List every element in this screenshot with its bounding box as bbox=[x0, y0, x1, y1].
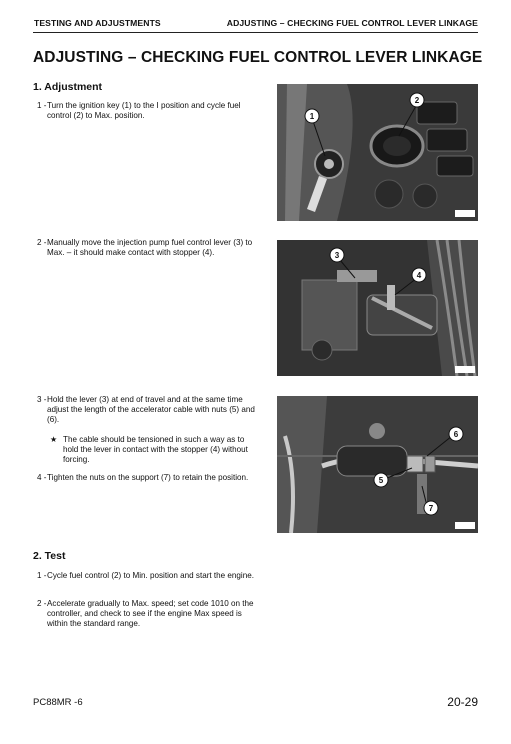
svg-text:4: 4 bbox=[416, 271, 422, 280]
callout-7 bbox=[424, 501, 438, 515]
header-rule bbox=[33, 32, 478, 33]
star-icon: ★ bbox=[50, 435, 58, 444]
note-text: The cable should be tensioned in such a way as to hold the lever in contact with the stopper (4) without forcing. bbox=[63, 435, 248, 465]
callout-6 bbox=[449, 427, 463, 441]
step-number: 2 - bbox=[37, 238, 47, 247]
caution-note bbox=[48, 435, 260, 466]
adjustment-step-2 bbox=[33, 238, 259, 258]
footer-model: PC88MR -6 bbox=[33, 697, 83, 708]
step-text: Turn the ignition key (1) to the I position and cycle fuel control (2) to Max. position. bbox=[47, 101, 241, 121]
page-title: ADJUSTING – CHECKING FUEL CONTROL LEVER LINKAGE bbox=[33, 49, 483, 66]
callout-2 bbox=[410, 93, 424, 107]
step-text: Hold the lever (3) at end of travel and at the same time adjust the length of the accelerator cable with nuts (5) and (6). bbox=[47, 395, 255, 425]
step-number: 2 - bbox=[37, 599, 47, 608]
callout-3 bbox=[330, 248, 344, 262]
adjustment-step-4 bbox=[33, 473, 259, 483]
test-step-1 bbox=[33, 571, 259, 581]
svg-text:5: 5 bbox=[378, 476, 384, 485]
step-number: 1 - bbox=[37, 571, 47, 580]
section-heading-adjustment: 1. Adjustment bbox=[33, 81, 103, 93]
step-number: 3 - bbox=[37, 395, 47, 404]
adjustment-step-1 bbox=[33, 101, 259, 121]
step-text: Manually move the injection pump fuel control lever (3) to Max. – it should make contact with stopper (4). bbox=[47, 238, 253, 258]
svg-text:6: 6 bbox=[453, 430, 459, 439]
callout-5 bbox=[374, 473, 388, 487]
photo-ignition-and-fuel-control bbox=[277, 84, 478, 221]
photo-accelerator-cable-nuts bbox=[277, 396, 478, 533]
callout-4 bbox=[412, 268, 426, 282]
step-number: 4 - bbox=[37, 473, 47, 482]
svg-text:3: 3 bbox=[334, 251, 340, 260]
running-header-left: TESTING AND ADJUSTMENTS bbox=[34, 18, 161, 28]
test-step-2 bbox=[33, 599, 259, 630]
step-number: 1 - bbox=[37, 101, 47, 110]
step-text: Cycle fuel control (2) to Min. position and start the engine. bbox=[47, 571, 254, 580]
photo-fuel-lever-and-stopper bbox=[277, 240, 478, 376]
section-heading-test: 2. Test bbox=[33, 550, 66, 562]
adjustment-step-3 bbox=[33, 395, 259, 426]
step-text: Accelerate gradually to Max. speed; set code 1010 on the controller, and check to see if the engine Max speed is within the standard range. bbox=[47, 599, 254, 629]
running-header-right: ADJUSTING – CHECKING FUEL CONTROL LEVER LINKAGE bbox=[226, 18, 478, 28]
svg-text:1: 1 bbox=[309, 112, 315, 121]
svg-text:2: 2 bbox=[414, 96, 420, 105]
callout-1 bbox=[305, 109, 319, 123]
page-number: 20-29 bbox=[447, 695, 478, 709]
step-text: Tighten the nuts on the support (7) to retain the position. bbox=[47, 473, 249, 482]
svg-text:7: 7 bbox=[428, 504, 434, 513]
